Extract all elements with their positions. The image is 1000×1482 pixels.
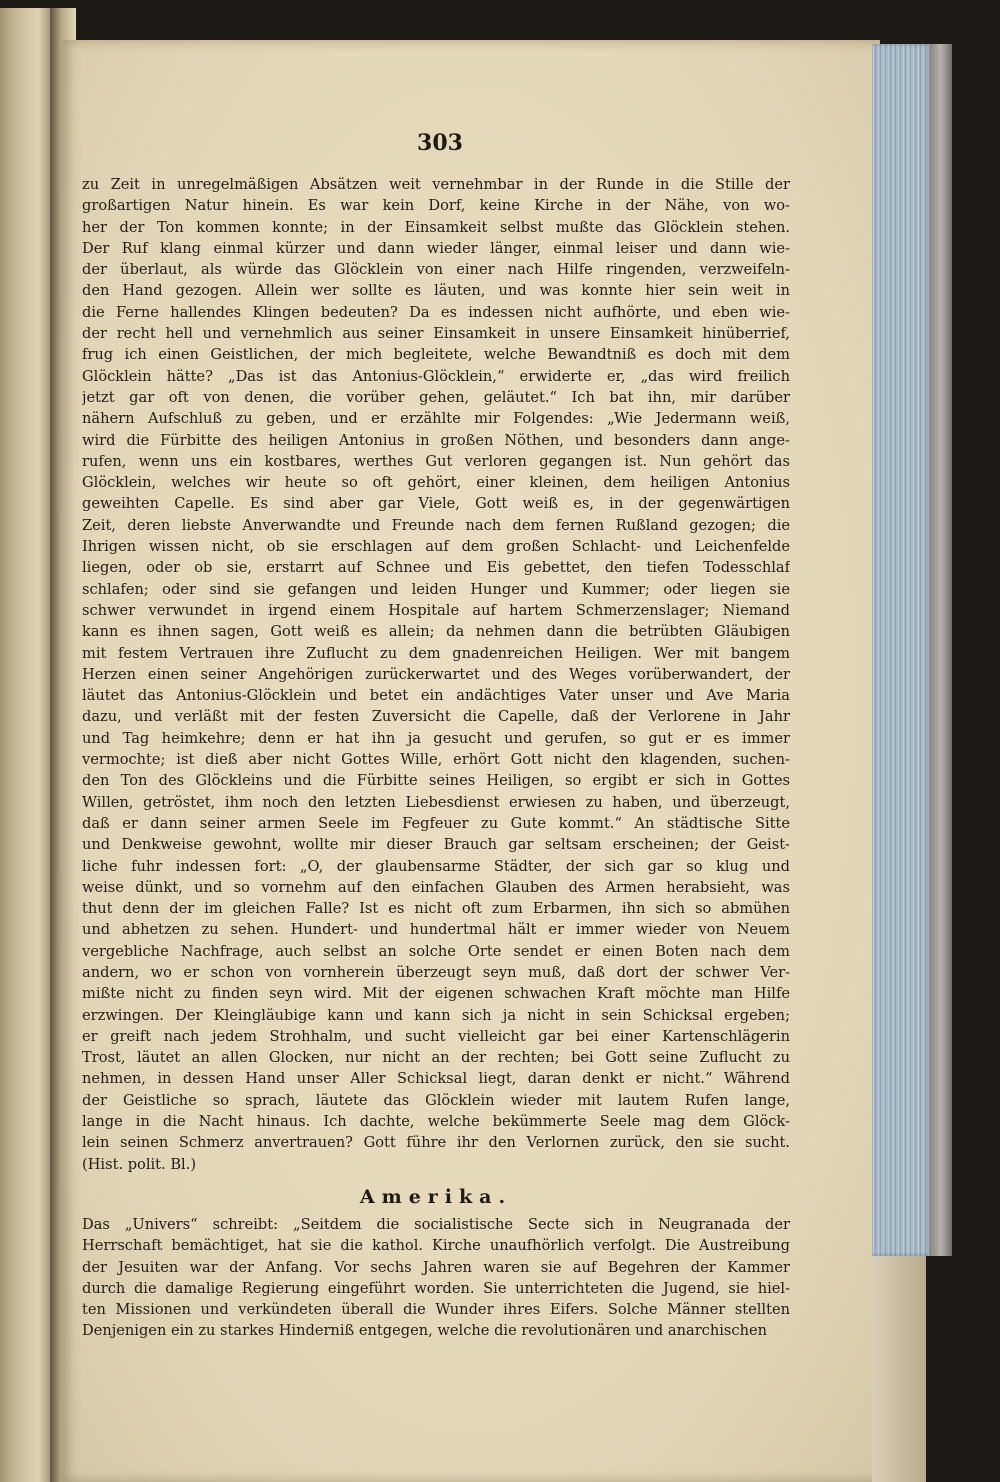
text-line: der Jesuiten war der Anfang. Vor sechs Jahren waren sie auf Begehren der Kammer	[82, 1258, 790, 1276]
text-line: Willen, getröstet, ihm noch den letzten Liebesdienst erwiesen zu haben, und überzeugt,	[82, 793, 790, 811]
text-line: (Hist. polit. Bl.)	[82, 1155, 197, 1173]
page-edges-stack	[872, 44, 932, 1256]
text-line: großartigen Natur hinein. Es war kein Dorf, keine Kirche in der Nähe, von wo-	[82, 197, 790, 215]
text-line: vergebliche Nachfrage, auch selbst an solche Orte sendet er einen Boten nach dem	[82, 942, 790, 960]
text-line: durch die damalige Regierung eingeführt worden. Sie unterrichteten die Jugend, sie hiel-	[82, 1279, 790, 1297]
text-line: her der Ton kommen konnte; in der Einsamkeit selbst mußte das Glöcklein stehen.	[82, 218, 790, 236]
text-line: er greift nach jedem Strohhalm, und sucht vielleicht gar bei einer Kartenschlägerin	[82, 1027, 790, 1045]
text-line: der recht hell und vernehmlich aus seiner Einsamkeit in unsere Einsamkeit hinüberrief,	[82, 325, 790, 343]
text-line: daß er dann seiner armen Seele im Fegfeuer zu Gute kommt.“ An städtische Sitte	[82, 814, 790, 832]
text-line: Herzen einen seiner Angehörigen zurückerwartet und des Weges vorüberwandert, der	[82, 665, 790, 683]
text-line: andern, wo er schon von vornherein überzeugt seyn muß, daß dort der schwer Ver-	[82, 963, 790, 981]
text-line: geweihten Capelle. Es sind aber gar Viele, Gott weiß es, in der gegenwärtigen	[82, 495, 790, 513]
text-line: der überlaut, als würde das Glöcklein von einer nach Hilfe ringenden, verzweifeln-	[82, 261, 790, 279]
facing-page-edge	[0, 8, 50, 1482]
text-line: jetzt gar oft von denen, die vorüber gehen, geläutet.“ Ich bat ihn, mir darüber	[82, 388, 790, 406]
text-line: und Tag heimkehre; denn er hat ihn ja gesucht und gerufen, so gut er es immer	[82, 729, 790, 747]
page-edges-lower	[872, 1256, 926, 1482]
text-line: rufen, wenn uns ein kostbares, werthes Gut verloren gegangen ist. Nun gehört das	[82, 452, 790, 470]
book-cover-edge	[930, 44, 952, 1256]
text-line: mit festem Vertrauen ihre Zuflucht zu dem gnadenreichen Heiligen. Wer mit bangem	[82, 644, 790, 662]
text-line: Glöcklein, welches wir heute so oft gehört, einer kleinen, dem heiligen Antonius	[82, 474, 790, 492]
text-line: den Hand gezogen. Allein wer sollte es läuten, und was konnte hier sein weit in	[82, 282, 790, 300]
page-number: 303	[417, 130, 463, 156]
text-line: und Denkweise gewohnt, wollte mir dieser Brauch gar seltsam erscheinen; der Geist-	[82, 836, 790, 854]
text-line: liche fuhr indessen fort: „O, der glaubensarme Städter, der sich gar so klug und	[82, 857, 790, 875]
text-line: thut denn der im gleichen Falle? Ist es nicht oft zum Erbarmen, ihn sich so abmühen	[82, 900, 790, 918]
text-line: Glöcklein hätte? „Das ist das Antonius-Glöcklein,“ erwiderte er, „das wird freilich	[82, 367, 790, 385]
text-line: erzwingen. Der Kleingläubige kann und kann sich ja nicht in sein Schicksal ergeben;	[82, 1006, 790, 1024]
text-line: zu Zeit in unregelmäßigen Absätzen weit vernehmbar in der Runde in die Stille der	[82, 176, 790, 193]
text-line: und abhetzen zu sehen. Hundert- und hundertmal hält er immer wieder von Neuem	[82, 921, 790, 939]
article-body	[82, 174, 790, 1175]
text-line: Trost, läutet an allen Glocken, nur nicht an der rechten; bei Gott seine Zuflucht zu	[82, 1049, 790, 1067]
text-line: lange in die Nacht hinaus. Ich dachte, welche bekümmerte Seele mag dem Glöck-	[82, 1113, 790, 1131]
text-line: den Ton des Glöckleins und die Fürbitte seines Heiligen, so ergibt er sich in Gottes	[82, 772, 790, 790]
text-line: nehmen, in dessen Hand unser Aller Schicksal liegt, daran denkt er nicht.“ Während	[82, 1070, 790, 1088]
article-body-america	[82, 1214, 790, 1342]
text-line: Denjenigen ein zu starkes Hinderniß entgegen, welche die revolutionären und anarchischen	[82, 1322, 768, 1340]
text-line: Herrschaft bemächtiget, hat sie die kathol. Kirche unaufhörlich verfolgt. Die Austreibung	[82, 1237, 790, 1255]
section-heading: Amerika.	[359, 1186, 513, 1208]
text-line: weise dünkt, und so vornehm auf den einfachen Glauben des Armen herabsieht, was	[82, 878, 790, 896]
text-line: wird die Fürbitte des heiligen Antonius in großen Nöthen, und besonders dann ange-	[82, 431, 790, 449]
text-line: der Geistliche so sprach, läutete das Glöcklein wieder mit lautem Rufen lange,	[82, 1091, 790, 1109]
text-line: die Ferne hallendes Klingen bedeuten? Da es indessen nicht aufhörte, und eben wie-	[82, 303, 790, 321]
text-line: dazu, und verläßt mit der festen Zuversicht die Capelle, daß der Verlorene in Jahr	[82, 708, 790, 726]
text-line: frug ich einen Geistlichen, der mich begleitete, welche Bewandtniß es doch mit dem	[82, 346, 790, 364]
text-line: ten Missionen und verkündeten überall die Wunder ihres Eifers. Solche Männer stellten	[82, 1301, 790, 1319]
text-line: Ihrigen wissen nicht, ob sie erschlagen auf dem großen Schlacht- und Leichenfelde	[82, 538, 790, 556]
text-line: nähern Aufschluß zu geben, und er erzählte mir Folgendes: „Wie Jedermann weiß,	[82, 410, 790, 428]
text-line: schwer verwundet in irgend einem Hospitale auf hartem Schmerzenslager; Niemand	[82, 601, 790, 619]
text-line: Das „Univers“ schreibt: „Seitdem die socialistische Secte sich in Neugranada der	[82, 1216, 790, 1233]
text-line: Zeit, deren liebste Anverwandte und Freunde nach dem fernen Rußland gezogen; die	[82, 516, 790, 534]
text-line: mißte nicht zu finden seyn wird. Mit der eigenen schwachen Kraft möchte man Hilfe	[82, 985, 790, 1003]
text-line: schlafen; oder sind sie gefangen und leiden Hunger und Kummer; oder liegen sie	[82, 580, 790, 598]
text-line: lein seinen Schmerz anvertrauen? Gott führe ihr den Verlornen zurück, den sie sucht.	[82, 1134, 790, 1152]
text-line: kann es ihnen sagen, Gott weiß es allein; da nehmen dann die betrübten Gläubigen	[82, 623, 790, 641]
text-line: vermochte; ist dieß aber nicht Gottes Wille, erhört Gott nicht den klagenden, suchen-	[82, 751, 790, 769]
text-line: Der Ruf klang einmal kürzer und dann wieder länger, einmal leiser und dann wie-	[82, 239, 790, 257]
text-line: läutet das Antonius-Glöcklein und betet ein andächtiges Vater unser und Ave Maria	[82, 687, 790, 705]
text-line: liegen, oder ob sie, erstarrt auf Schnee und Eis gebettet, den tiefen Todesschlaf	[82, 559, 790, 577]
